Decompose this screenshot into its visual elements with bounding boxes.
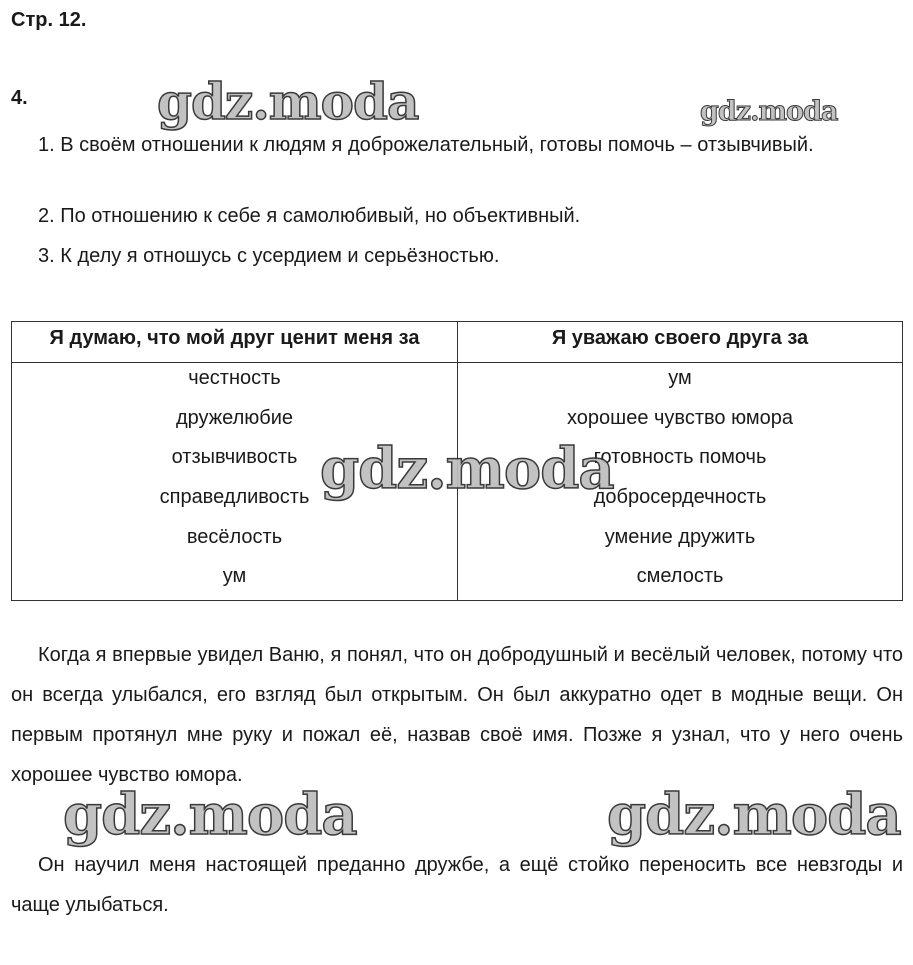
paragraph-friendship: Он научил меня настоящей преданно дружбе, а ещё стойко переносить все невзгоды и чаще улыбаться. <box>11 854 903 916</box>
list-item: добросердечность <box>593 486 767 509</box>
answer-1: 1. В своём отношении к людям я доброжелательный, готовы помочь – отзывчивый. <box>38 134 814 156</box>
page-label: Стр. 12. <box>11 9 87 31</box>
list-item: весёлость <box>186 525 283 548</box>
table-header-i-respect-friend: Я уважаю своего друга за <box>551 327 809 349</box>
watermark: gdz.moda <box>320 436 614 502</box>
paragraph-first-impression: Когда я впервые увидел Ваню, я понял, что он добродушный и весёлый человек, потому что он всегда улыбался, его взгляд был открытым. Он был аккуратно одет в модные вещи. Он первым протянул мне руку и пожал её, назвав своё имя. Позже я узнал, что у него очень хорошее чувство юмора. <box>11 644 903 786</box>
answer-3: 3. К делу я отношусь с усердием и серьёзностью. <box>38 245 500 267</box>
qualities-table <box>11 321 903 601</box>
list-item: готовность помочь <box>593 446 767 469</box>
list-item: смелость <box>636 565 724 588</box>
watermark: gdz.moda <box>157 72 419 131</box>
watermark: gdz.moda <box>63 782 357 848</box>
list-item: честность <box>188 367 281 389</box>
table-header-friend-values-me: Я думаю, что мой друг ценит меня за <box>49 327 420 349</box>
list-item: справедливость <box>159 486 310 509</box>
list-item: ум <box>222 565 247 588</box>
watermark: gdz.moda <box>700 96 838 127</box>
list-item: отзывчивость <box>171 446 298 469</box>
list-item: дружелюбие <box>175 406 294 429</box>
list-item: ум <box>668 367 692 389</box>
task-number: 4. <box>11 87 28 109</box>
answer-2: 2. По отношению к себе я самолюбивый, но объективный. <box>38 205 581 227</box>
right-column-list <box>458 363 902 601</box>
watermark: gdz.moda <box>607 782 901 848</box>
list-item: хорошее чувство юмора <box>567 406 793 429</box>
list-item: умение дружить <box>604 525 756 548</box>
left-column-list <box>12 363 457 601</box>
